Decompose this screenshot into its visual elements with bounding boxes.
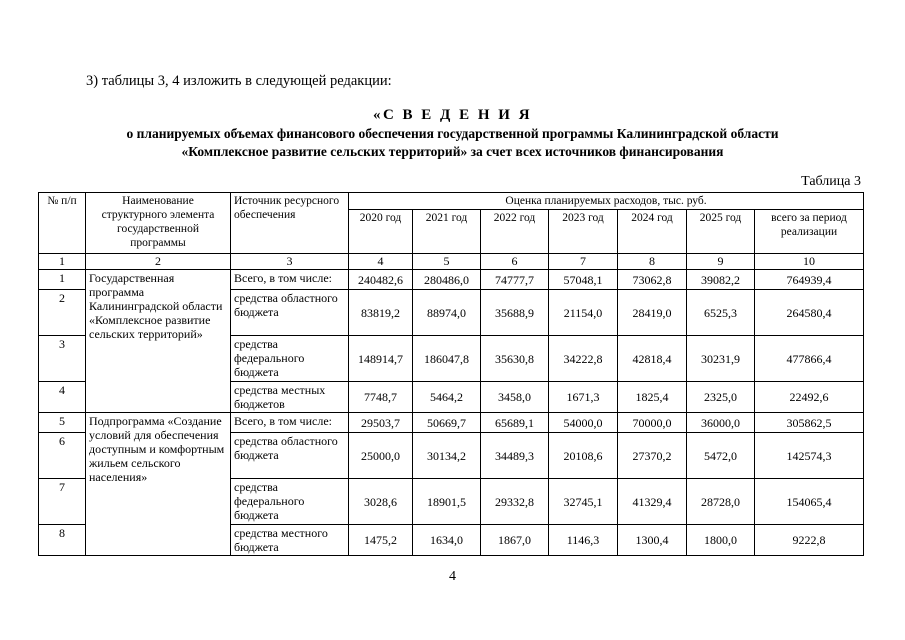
- funding-source: Всего, в том числе:: [231, 270, 349, 290]
- table-row: [39, 270, 864, 290]
- column-number: 8: [618, 254, 687, 270]
- value-cell: 65689,1: [481, 413, 549, 433]
- header-year: 2025 год: [687, 210, 755, 254]
- funding-source: средства областного бюджета: [231, 290, 349, 336]
- value-cell: 27370,2: [618, 433, 687, 479]
- funding-source: средства федерального бюджета: [231, 479, 349, 525]
- header-year: 2024 год: [618, 210, 687, 254]
- column-number: 4: [349, 254, 413, 270]
- row-number: 6: [39, 433, 86, 479]
- value-cell: 1867,0: [481, 525, 549, 556]
- value-cell: 35688,9: [481, 290, 549, 336]
- value-cell: 29503,7: [349, 413, 413, 433]
- document-title: [0, 106, 905, 161]
- total-cell: 154065,4: [755, 479, 864, 525]
- row-number: 1: [39, 270, 86, 290]
- value-cell: 34222,8: [549, 336, 618, 382]
- header-source: Источник ресурсного обеспечения: [231, 193, 349, 254]
- header-year: 2020 год: [349, 210, 413, 254]
- row-number: 5: [39, 413, 86, 433]
- value-cell: 32745,1: [549, 479, 618, 525]
- column-number: 2: [86, 254, 231, 270]
- value-cell: 1146,3: [549, 525, 618, 556]
- financing-table: [38, 192, 864, 556]
- value-cell: 20108,6: [549, 433, 618, 479]
- page-number: 4: [449, 569, 456, 584]
- total-cell: 764939,4: [755, 270, 864, 290]
- funding-source: средства федерального бюджета: [231, 336, 349, 382]
- value-cell: 74777,7: [481, 270, 549, 290]
- total-cell: 264580,4: [755, 290, 864, 336]
- value-cell: 5472,0: [687, 433, 755, 479]
- value-cell: 39082,2: [687, 270, 755, 290]
- column-number-row: [39, 254, 864, 270]
- value-cell: 1671,3: [549, 382, 618, 413]
- value-cell: 83819,2: [349, 290, 413, 336]
- value-cell: 2325,0: [687, 382, 755, 413]
- value-cell: 5464,2: [413, 382, 481, 413]
- column-number: 6: [481, 254, 549, 270]
- table-row: [39, 413, 864, 433]
- row-number: 8: [39, 525, 86, 556]
- header-year: 2023 год: [549, 210, 618, 254]
- value-cell: 1475,2: [349, 525, 413, 556]
- funding-source: средства местных бюджетов: [231, 382, 349, 413]
- total-cell: 9222,8: [755, 525, 864, 556]
- value-cell: 240482,6: [349, 270, 413, 290]
- value-cell: 36000,0: [687, 413, 755, 433]
- element-name: Подпрограмма «Создание условий для обеспечения доступным и комфортным жильем сельского населения»: [86, 413, 231, 556]
- value-cell: 25000,0: [349, 433, 413, 479]
- element-name: Государственная программа Калининградской области «Комплексное развитие сельских территорий»: [86, 270, 231, 413]
- value-cell: 57048,1: [549, 270, 618, 290]
- value-cell: 3458,0: [481, 382, 549, 413]
- intro-text: 3) таблицы 3, 4 изложить в следующей редакции:: [86, 73, 392, 89]
- header-year: 2022 год: [481, 210, 549, 254]
- column-number: 7: [549, 254, 618, 270]
- column-number: 3: [231, 254, 349, 270]
- value-cell: 186047,8: [413, 336, 481, 382]
- row-number: 7: [39, 479, 86, 525]
- funding-source: средства областного бюджета: [231, 433, 349, 479]
- value-cell: 29332,8: [481, 479, 549, 525]
- header-total: всего за период реализации: [755, 210, 864, 254]
- value-cell: 35630,8: [481, 336, 549, 382]
- value-cell: 54000,0: [549, 413, 618, 433]
- title-main: «С В Е Д Е Н И Я: [372, 107, 533, 123]
- value-cell: 1825,4: [618, 382, 687, 413]
- header-year: 2021 год: [413, 210, 481, 254]
- value-cell: 1300,4: [618, 525, 687, 556]
- header-num: № п/п: [39, 193, 86, 254]
- funding-source: Всего, в том числе:: [231, 413, 349, 433]
- value-cell: 42818,4: [618, 336, 687, 382]
- value-cell: 3028,6: [349, 479, 413, 525]
- value-cell: 1634,0: [413, 525, 481, 556]
- value-cell: 7748,7: [349, 382, 413, 413]
- funding-source: средства местного бюджета: [231, 525, 349, 556]
- value-cell: 21154,0: [549, 290, 618, 336]
- header-row-1: [39, 193, 864, 210]
- column-number: 5: [413, 254, 481, 270]
- value-cell: 6525,3: [687, 290, 755, 336]
- column-number: 1: [39, 254, 86, 270]
- value-cell: 280486,0: [413, 270, 481, 290]
- value-cell: 41329,4: [618, 479, 687, 525]
- value-cell: 73062,8: [618, 270, 687, 290]
- row-number: 4: [39, 382, 86, 413]
- value-cell: 18901,5: [413, 479, 481, 525]
- row-number: 2: [39, 290, 86, 336]
- row-number: 3: [39, 336, 86, 382]
- title-line-2: «Комплексное развитие сельских территорий» за счет всех источников финансирования: [181, 144, 724, 159]
- value-cell: 148914,7: [349, 336, 413, 382]
- column-number: 10: [755, 254, 864, 270]
- total-cell: 305862,5: [755, 413, 864, 433]
- table-label: Таблица 3: [801, 174, 861, 189]
- header-name: Наименование структурного элемента государственной программы: [86, 193, 231, 254]
- value-cell: 34489,3: [481, 433, 549, 479]
- total-cell: 22492,6: [755, 382, 864, 413]
- value-cell: 1800,0: [687, 525, 755, 556]
- title-line-1: о планируемых объемах финансового обеспечения государственной программы Калининградской области: [126, 126, 779, 141]
- value-cell: 30231,9: [687, 336, 755, 382]
- header-estimate: Оценка планируемых расходов, тыс. руб.: [349, 193, 864, 210]
- value-cell: 28419,0: [618, 290, 687, 336]
- total-cell: 142574,3: [755, 433, 864, 479]
- column-number: 9: [687, 254, 755, 270]
- value-cell: 88974,0: [413, 290, 481, 336]
- value-cell: 28728,0: [687, 479, 755, 525]
- total-cell: 477866,4: [755, 336, 864, 382]
- value-cell: 70000,0: [618, 413, 687, 433]
- value-cell: 30134,2: [413, 433, 481, 479]
- value-cell: 50669,7: [413, 413, 481, 433]
